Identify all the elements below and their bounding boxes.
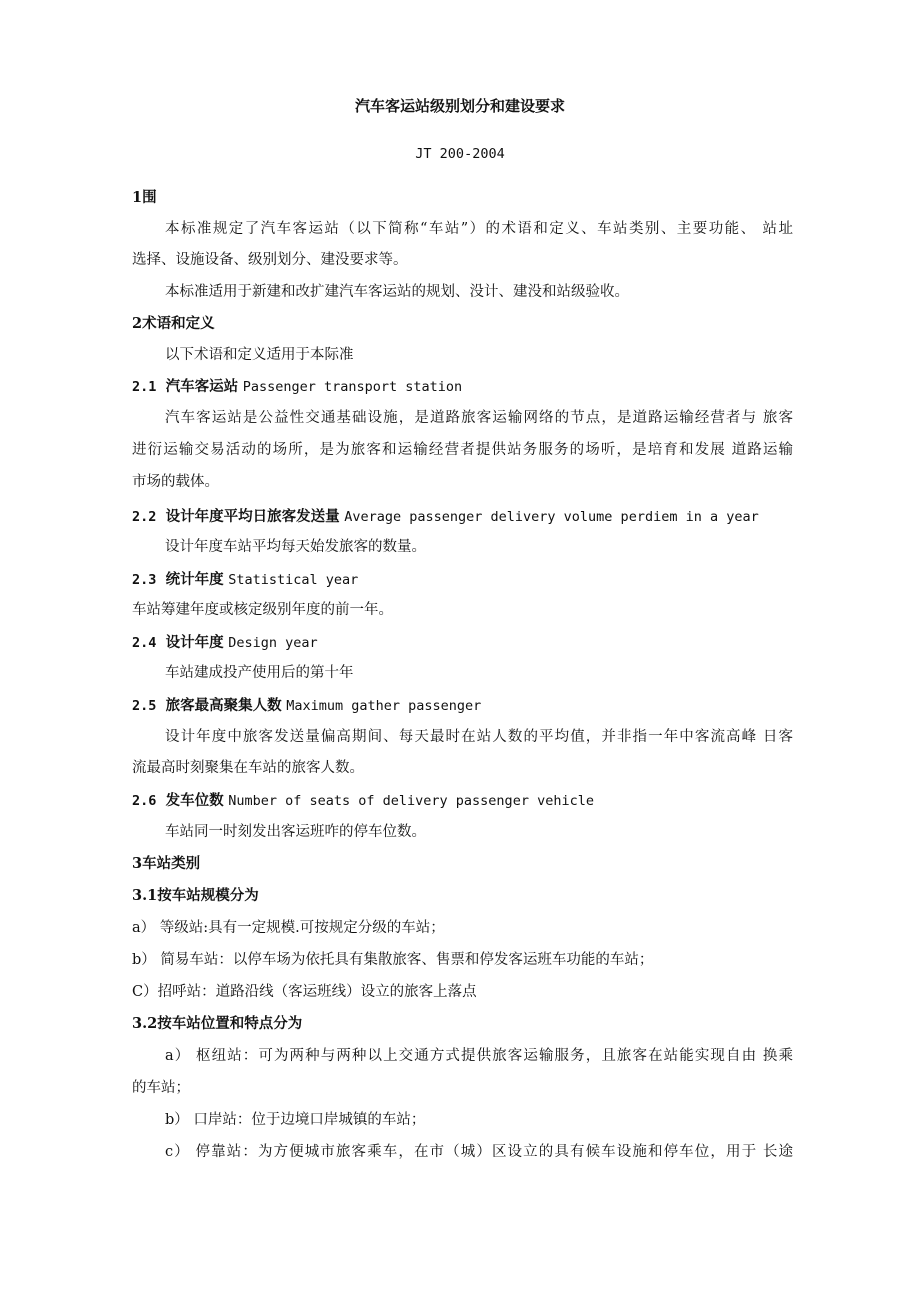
term-chinese: 设计年度: [165, 634, 224, 651]
term-chinese: 统计年度: [165, 571, 224, 588]
standard-code: JT 200-2004: [415, 146, 505, 162]
section-3-2-item-c-line-1: c） 停靠站：为方便城市旅客乘车，在市（城）区设立的具有候车设施和停车位，用于 长途: [165, 1144, 793, 1160]
term-chinese: 旅客最高聚集人数: [165, 697, 282, 714]
term-chinese: 汽车客运站: [165, 378, 239, 395]
section-3-1-item-a: a） 等级站:具有一定规模.可按规定分级的车站；: [132, 920, 445, 936]
term-number: 2.6: [132, 793, 157, 809]
term-english: Design year: [228, 635, 318, 651]
term-chinese: 设计年度平均日旅客发送量: [165, 508, 340, 525]
term-2-3-heading: [132, 570, 358, 590]
term-number: 2.4: [132, 635, 157, 651]
term-2-1-definition-line-1: 汽车客运站是公益性交通基础设施，是道路旅客运输网络的节点，是道路运输经营者与 旅客: [165, 410, 793, 426]
term-english: Maximum gather passenger: [286, 698, 482, 714]
term-number: 2.3: [132, 572, 157, 588]
term-number: 2.1: [132, 379, 157, 395]
section-3-1-heading: 3.1按车站规模分为: [132, 887, 259, 904]
term-2-4-heading: [132, 633, 318, 653]
term-2-6-heading: [132, 791, 594, 811]
term-2-3-definition: 车站筹建年度或核定级别年度的前一年。: [132, 602, 393, 618]
section-1-heading: 1围: [132, 189, 157, 206]
section-3-2-item-a-line-1: a） 枢纽站：可为两种与两种以上交通方式提供旅客运输服务，且旅客在站能实现自由 换乘: [165, 1048, 793, 1064]
term-english: Number of seats of delivery passenger vehicle: [228, 793, 594, 809]
section-1-paragraph-2: 本标准适用于新建和改扩建汽车客运站的规划、没计、建没和站级验收。: [165, 284, 629, 300]
section-3-2-heading: 3.2按车站位置和特点分为: [132, 1015, 303, 1032]
document-title: 汽车客运站级别划分和建设要求: [354, 97, 565, 115]
section-2-intro: 以下术语和定义适用于本际准: [165, 347, 354, 363]
term-2-1-definition-line-2: 进衍运输交易活动的场所，是为旅客和运输经营者提供站务服务的场听，是培育和发展 道路运输: [132, 442, 793, 458]
term-2-2-definition: 设计年度车站平均每天始发旅客的数量。: [165, 539, 426, 555]
term-number: 2.2: [132, 509, 157, 525]
section-1-paragraph-1-line-1: 本标准规定了汽车客运站（以下简称“车站”）的术语和定义、车站类别、主要功能、 站址: [165, 221, 793, 237]
term-2-5-heading: [132, 696, 481, 716]
section-3-2-item-a-line-2: 的车站；: [132, 1080, 190, 1096]
term-english: Average passenger delivery volume perdiem in a year: [344, 509, 759, 525]
term-2-5-definition-line-2: 流最高时刻聚集在车站的旅客人数。: [132, 760, 364, 776]
section-1-paragraph-1-line-2: 选择、设施设备、级别划分、建没要求等。: [132, 252, 408, 268]
term-english: Statistical year: [228, 572, 359, 588]
term-english: Passenger transport station: [242, 379, 463, 395]
section-3-heading: 3车站类别: [132, 855, 201, 872]
section-3-1-item-b: b） 简易车站：以停车场为依托具有集散旅客、售票和停发客运班车功能的车站；: [132, 952, 654, 968]
term-number: 2.5: [132, 698, 157, 714]
term-2-6-definition: 车站同一时刻发出客运班咋的停车位数。: [165, 824, 426, 840]
term-2-1-definition-line-3: 市场的载体。: [132, 474, 219, 490]
term-2-1-heading: [132, 377, 462, 397]
section-3-2-item-b: b） 口岸站：位于边境口岸城镇的车站；: [165, 1112, 426, 1128]
term-2-2-heading: [132, 507, 759, 527]
section-3-1-item-c: C）招呼站：道路沿线（客运班线）设立的旅客上落点: [132, 984, 477, 1000]
term-chinese: 发车位数: [165, 792, 224, 809]
section-2-heading: 2术语和定义: [132, 315, 215, 332]
term-2-5-definition-line-1: 设计年度中旅客发送量偏高期间、每天最时在站人数的平均值，并非指一年中客流高峰 日客: [165, 729, 793, 745]
term-2-4-definition: 车站建成投产使用后的第十年: [165, 665, 354, 681]
